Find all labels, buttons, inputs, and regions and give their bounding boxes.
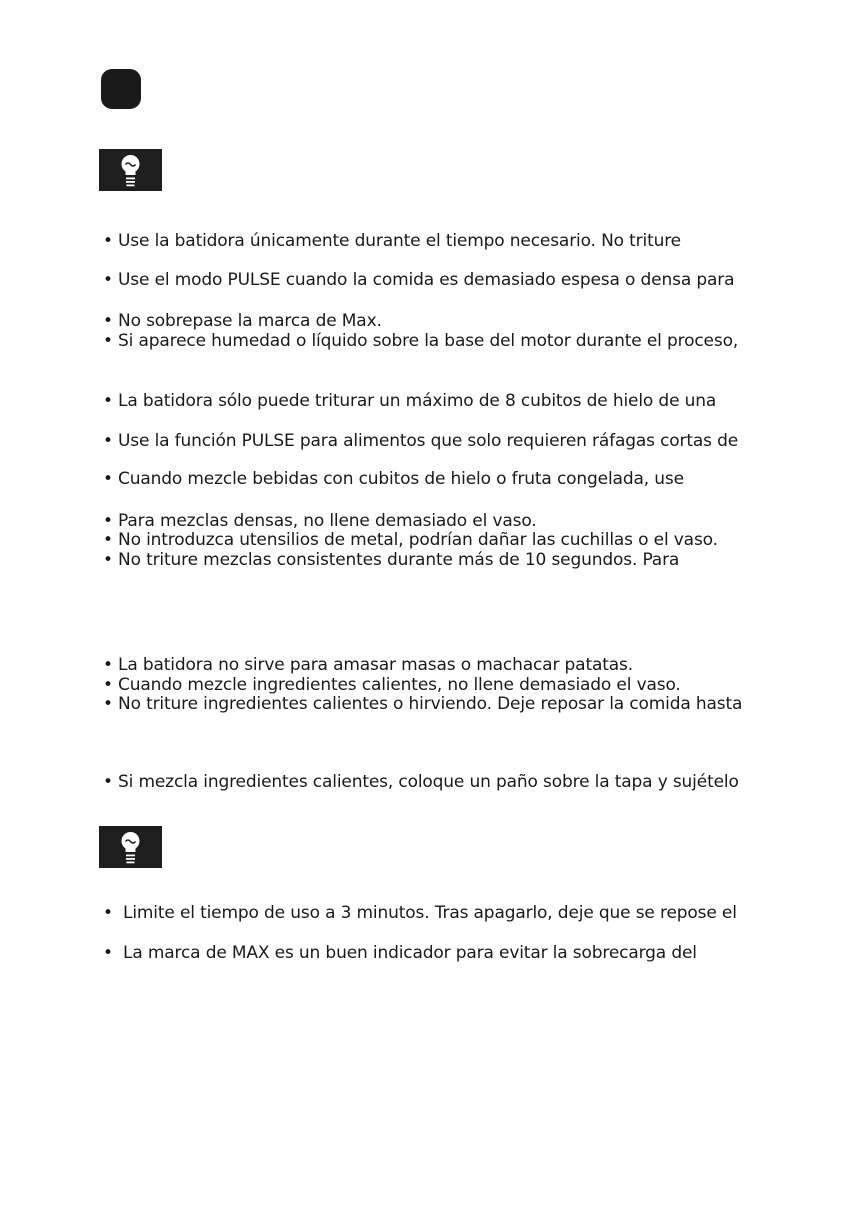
bullet: • <box>103 530 113 550</box>
bullet: • <box>103 694 113 714</box>
tip-text: La batidora sólo puede triturar un máximo de 8 cubitos de hielo de una <box>118 391 717 411</box>
tip-line <box>103 772 739 792</box>
bullet: • <box>103 311 113 331</box>
tip-text: Para mezclas densas, no llene demasiado el vaso. <box>118 511 537 531</box>
tip-text: Use la función PULSE para alimentos que solo requieren ráfagas cortas de <box>118 431 739 451</box>
tip-line <box>103 655 633 675</box>
tip-text: Cuando mezcle bebidas con cubitos de hielo o fruta congelada, use <box>118 469 684 489</box>
tip-text: Use la batidora únicamente durante el tiempo necesario. No triture <box>118 231 681 251</box>
tip-text: Si mezcla ingredientes calientes, coloque un paño sobre la tapa y sujételo <box>118 772 739 792</box>
lightbulb-icon <box>99 826 162 868</box>
tip-line <box>103 270 734 290</box>
bullet: • <box>103 270 113 290</box>
tip-text: La marca de MAX es un buen indicador para evitar la sobrecarga del <box>123 943 697 963</box>
tip-line <box>103 311 382 331</box>
tip-text: No introduzca utensilios de metal, podrían dañar las cuchillas o el vaso. <box>118 530 718 550</box>
tip-line <box>103 694 742 714</box>
tip-text: No triture ingredientes calientes o hirviendo. Deje reposar la comida hasta <box>118 694 743 714</box>
bullet: • <box>103 903 113 923</box>
bullet: • <box>103 331 113 351</box>
bullet: • <box>103 943 113 963</box>
tip-text: No triture mezclas consistentes durante más de 10 segundos. Para <box>118 550 680 570</box>
tip-line <box>103 550 679 570</box>
tip-line <box>103 469 684 489</box>
bullet: • <box>103 772 113 792</box>
tip-line <box>103 231 681 251</box>
tip-line <box>103 903 737 923</box>
bullet: • <box>103 231 113 251</box>
tip-line <box>103 431 738 451</box>
tip-text: La batidora no sirve para amasar masas o machacar patatas. <box>118 655 633 675</box>
bullet: • <box>103 550 113 570</box>
tip-line <box>103 530 718 550</box>
lightbulb-icon <box>99 149 162 191</box>
tip-line <box>103 331 738 351</box>
bullet: • <box>103 655 113 675</box>
tip-line <box>103 391 716 411</box>
tip-line <box>103 511 537 531</box>
tip-line <box>103 943 697 963</box>
tip-line <box>103 675 681 695</box>
bullet: • <box>103 391 113 411</box>
tip-text: Cuando mezcle ingredientes calientes, no llene demasiado el vaso. <box>118 675 681 695</box>
tip-text: Use el modo PULSE cuando la comida es demasiado espesa o densa para <box>118 270 735 290</box>
tip-text: No sobrepase la marca de Max. <box>118 311 382 331</box>
tip-text: Si aparece humedad o líquido sobre la base del motor durante el proceso, <box>118 331 739 351</box>
bullet: • <box>103 511 113 531</box>
bullet: • <box>103 469 113 489</box>
bullet: • <box>103 675 113 695</box>
section-number-badge <box>101 69 141 109</box>
tip-text: Limite el tiempo de uso a 3 minutos. Tras apagarlo, deje que se repose el <box>123 903 737 923</box>
bullet: • <box>103 431 113 451</box>
